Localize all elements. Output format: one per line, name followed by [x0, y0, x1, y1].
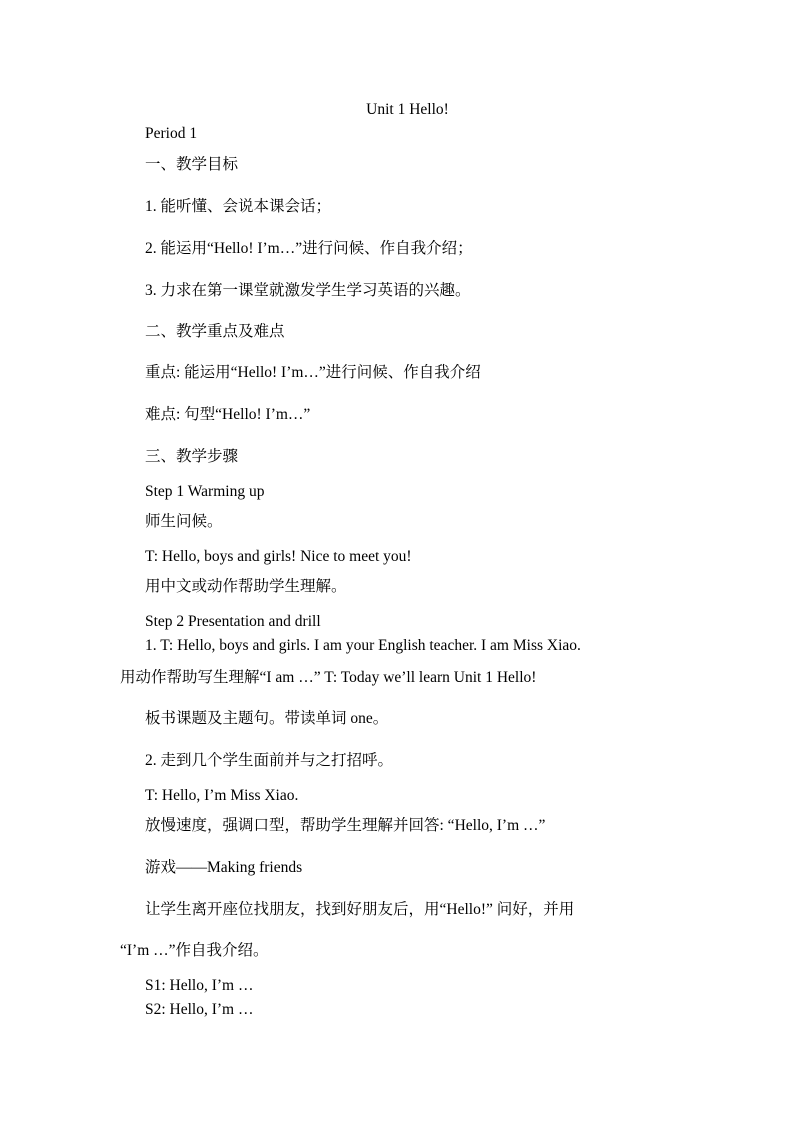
objective-3: 3. 力求在第一课堂就激发学生学习英语的兴趣。: [145, 282, 471, 299]
game-description: “I’m …”作自我介绍。: [120, 942, 269, 959]
step1-line: 师生问候。: [145, 513, 223, 530]
step1-line: 用中文或动作帮助学生理解。: [145, 578, 347, 595]
game-description: 让学生离开座位找朋友，找到好朋友后，用“Hello!” 问好，并用: [145, 901, 575, 918]
step1-line: T: Hello, boys and girls! Nice to meet you!: [145, 548, 412, 565]
period-label: Period 1: [145, 125, 198, 142]
objective-1: 1. 能听懂、会说本课会话；: [145, 198, 332, 215]
step1-heading: Step 1 Warming up: [145, 483, 265, 500]
dialogue-line: S1: Hello, I’m …: [145, 977, 254, 994]
key-point: 重点: 能运用“Hello! I’m…”进行问候、作自我介绍: [145, 364, 481, 381]
step2-line: 1. T: Hello, boys and girls. I am your English teacher. I am Miss Xiao.: [145, 637, 581, 654]
step2-line: T: Hello, I’m Miss Xiao.: [145, 787, 299, 804]
step2-line: 用动作帮助写生理解“I am …” T: Today we’ll learn Unit 1 Hello!: [120, 669, 537, 686]
step2-line: 2. 走到几个学生面前并与之打招呼。: [145, 752, 394, 769]
step2-line: 放慢速度，强调口型，帮助学生理解并回答: “Hello, I’m …”: [145, 817, 546, 834]
dialogue-line: S2: Hello, I’m …: [145, 1001, 254, 1018]
game-heading: 游戏——Making friends: [145, 859, 303, 876]
section1-heading: 一、教学目标: [145, 156, 239, 173]
section2-heading: 二、教学重点及难点: [145, 323, 285, 340]
section3-heading: 三、教学步骤: [145, 448, 239, 465]
step2-line: 板书课题及主题句。带读单词 one。: [145, 710, 389, 727]
objective-2: 2. 能运用“Hello! I’m…”进行问候、作自我介绍；: [145, 240, 473, 257]
difficult-point: 难点: 句型“Hello! I’m…”: [145, 406, 311, 423]
document-title: Unit 1 Hello!: [366, 101, 449, 118]
step2-heading: Step 2 Presentation and drill: [145, 613, 321, 630]
